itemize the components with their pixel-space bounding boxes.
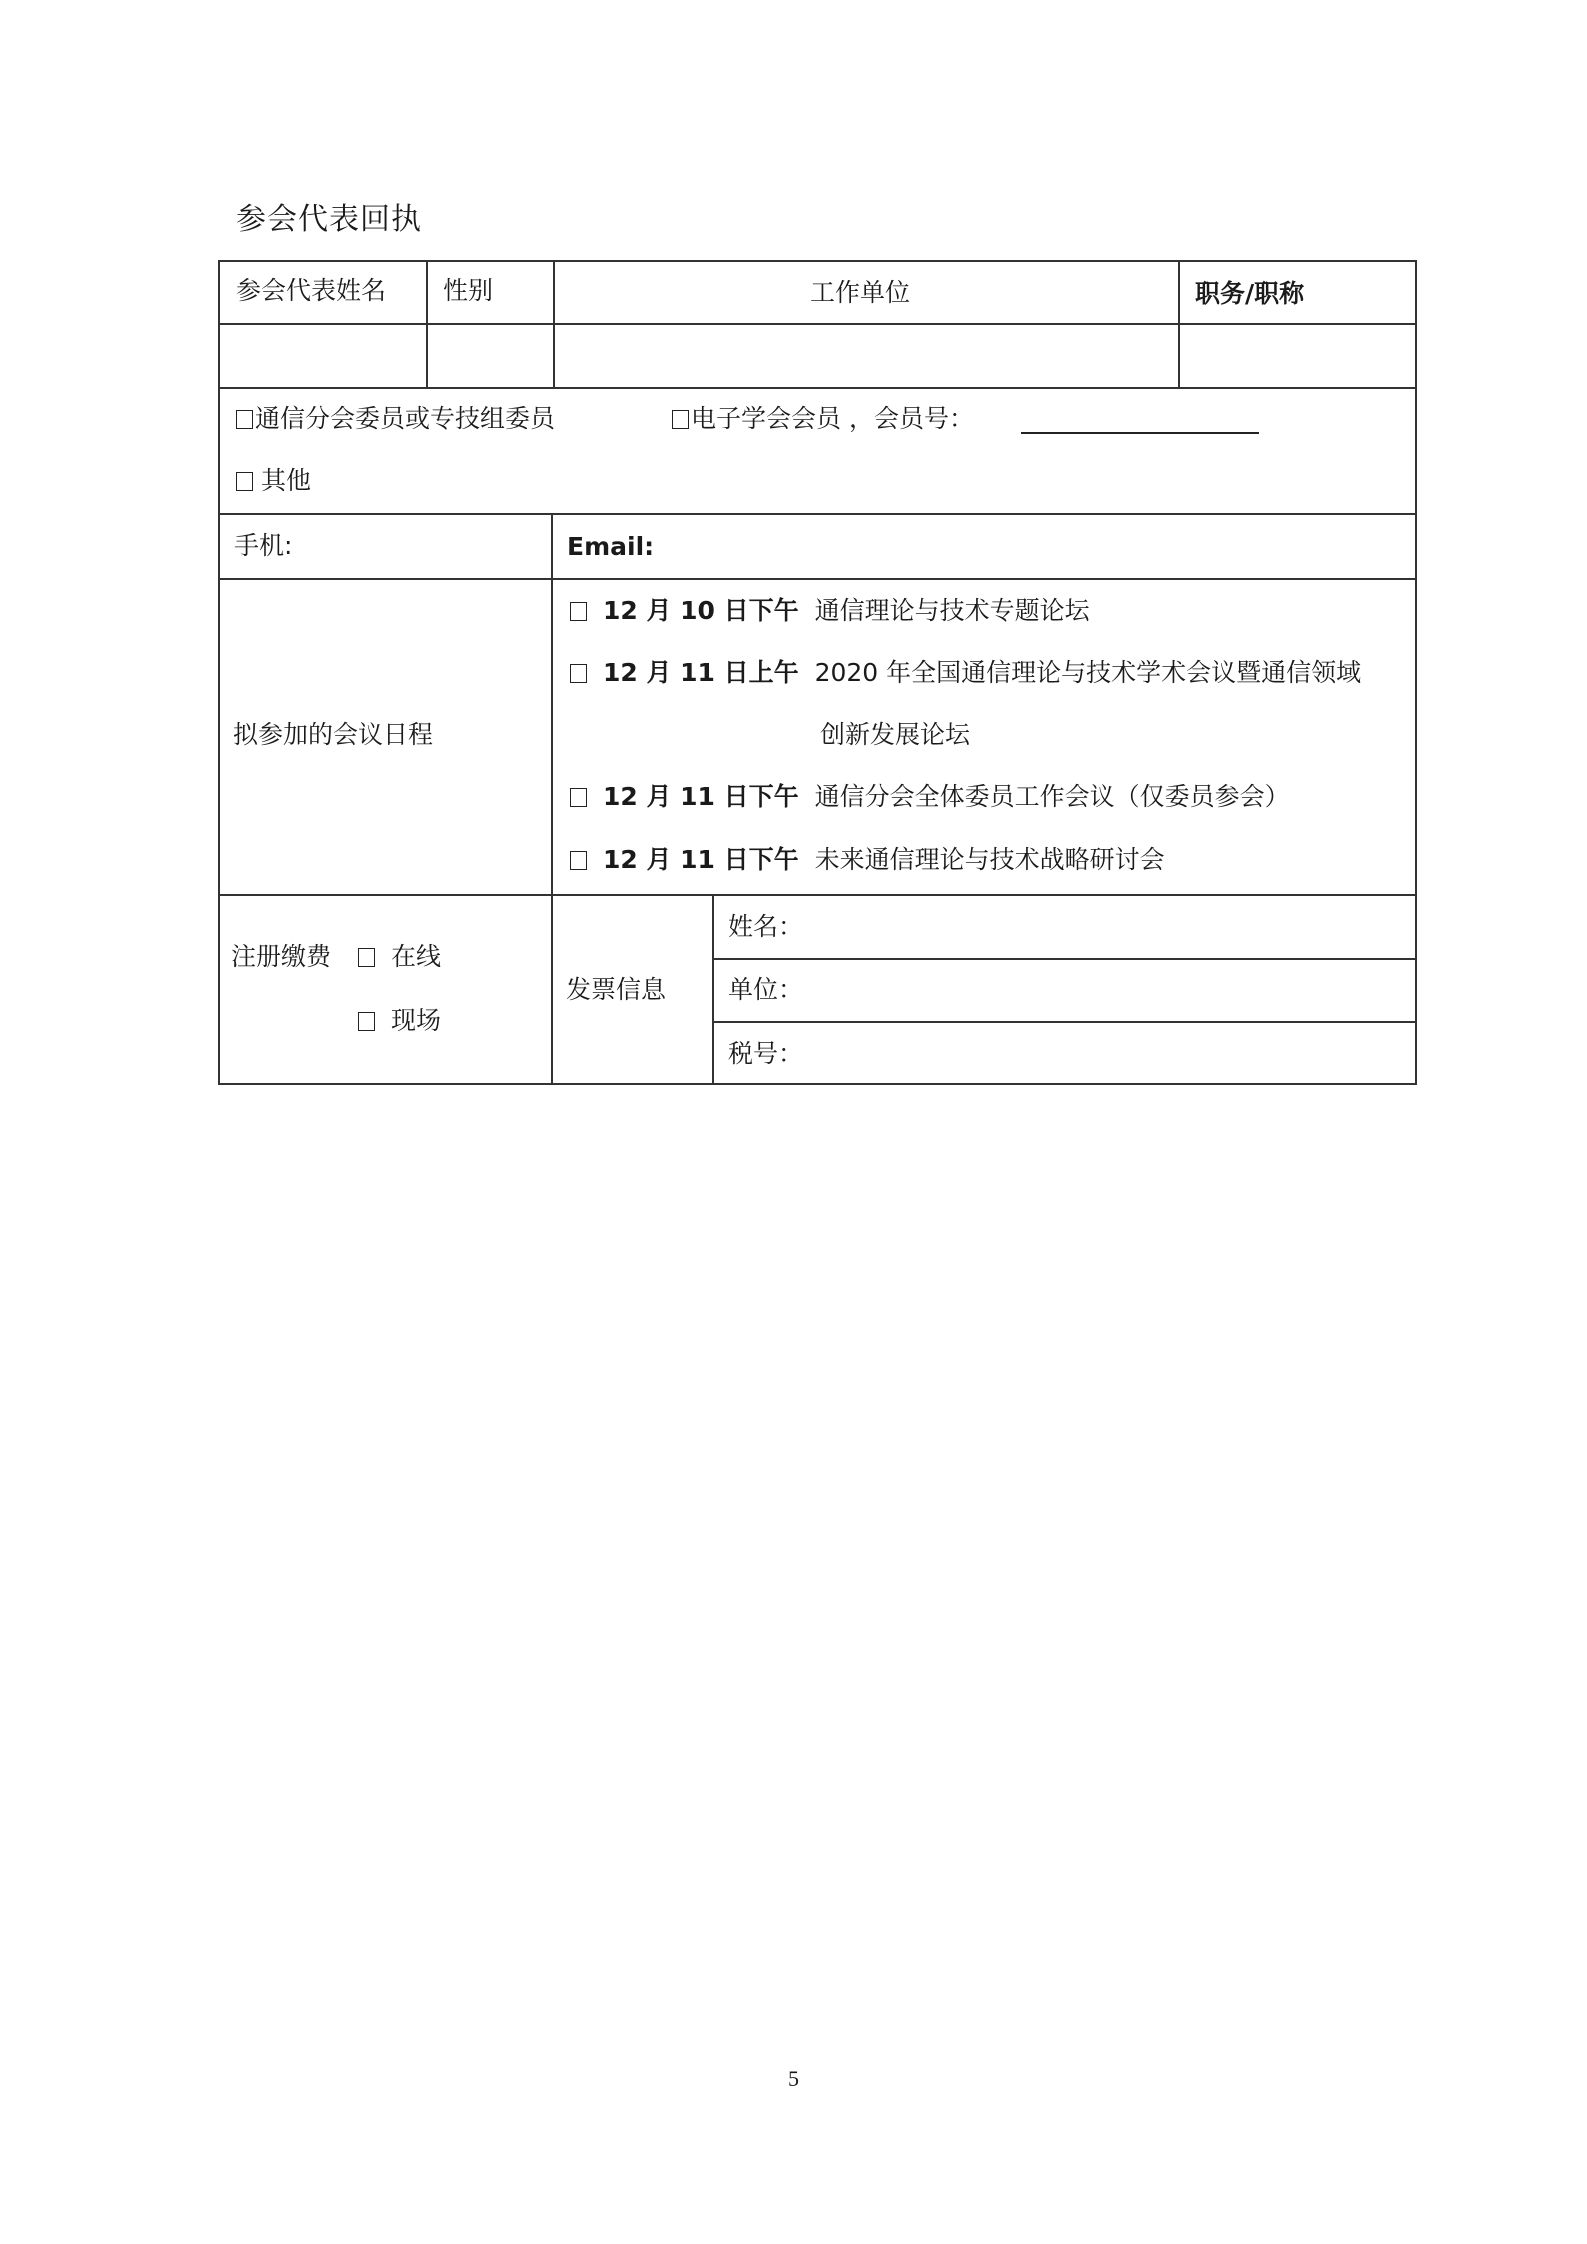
email-label: Email: — [567, 532, 655, 561]
schedule-item[interactable]: 12 月 11 日下午 通信分会全体委员工作会议（仅委员参会） — [570, 782, 1290, 812]
schedule-item[interactable]: 12 月 10 日下午 通信理论与技术专题论坛 — [570, 596, 1090, 626]
invoice-name-label: 姓名： — [728, 912, 804, 941]
checkbox-icon[interactable] — [672, 410, 689, 429]
checkbox-icon[interactable] — [570, 602, 587, 621]
membership-option-committee[interactable]: 通信分会委员或专技组委员 — [236, 404, 555, 434]
membership-option-other[interactable]: 其他 — [236, 466, 311, 496]
schedule-label: 拟参加的会议日程 — [233, 720, 434, 749]
divider — [218, 513, 1417, 515]
divider — [218, 894, 1417, 896]
header-name: 参会代表姓名 — [236, 276, 387, 305]
divider — [713, 1021, 1417, 1023]
divider — [713, 958, 1417, 960]
header-gender: 性别 — [443, 276, 494, 305]
schedule-item-continuation: 创新发展论坛 — [820, 720, 971, 749]
header-organization: 工作单位 — [810, 278, 911, 307]
checkbox-icon[interactable] — [358, 948, 375, 967]
checkbox-icon[interactable] — [570, 664, 587, 683]
member-number-field[interactable] — [1021, 432, 1259, 434]
gender-input-cell[interactable] — [428, 325, 553, 387]
checkbox-icon[interactable] — [358, 1012, 375, 1031]
name-input-cell[interactable] — [220, 325, 426, 387]
checkbox-icon[interactable] — [236, 472, 253, 491]
registration-label: 注册缴费 — [231, 942, 332, 971]
header-position: 职务/职称 — [1195, 279, 1305, 308]
divider — [218, 578, 1417, 580]
registration-option-onsite[interactable]: 现场 — [358, 1006, 441, 1036]
checkbox-icon[interactable] — [570, 851, 587, 870]
checkbox-icon[interactable] — [570, 788, 587, 807]
invoice-tax-label: 税号： — [728, 1039, 804, 1068]
divider — [218, 387, 1417, 389]
divider — [712, 894, 714, 1085]
invoice-org-label: 单位： — [728, 975, 804, 1004]
membership-option-cie-member[interactable]: 电子学会会员 ，会员号： — [672, 404, 974, 434]
phone-label: 手机: — [234, 531, 293, 560]
checkbox-icon[interactable] — [236, 410, 253, 429]
registration-option-online[interactable]: 在线 — [358, 942, 441, 972]
invoice-label: 发票信息 — [566, 975, 667, 1004]
divider — [551, 513, 553, 1085]
form-title: 参会代表回执 — [236, 202, 422, 237]
organization-input-cell[interactable] — [555, 325, 1178, 387]
schedule-item[interactable]: 12 月 11 日上午 2020 年全国通信理论与技术学术会议暨通信领域 — [570, 658, 1361, 688]
position-input-cell[interactable] — [1180, 325, 1415, 387]
page-number: 5 — [788, 2066, 799, 2091]
schedule-item[interactable]: 12 月 11 日下午 未来通信理论与技术战略研讨会 — [570, 845, 1165, 875]
